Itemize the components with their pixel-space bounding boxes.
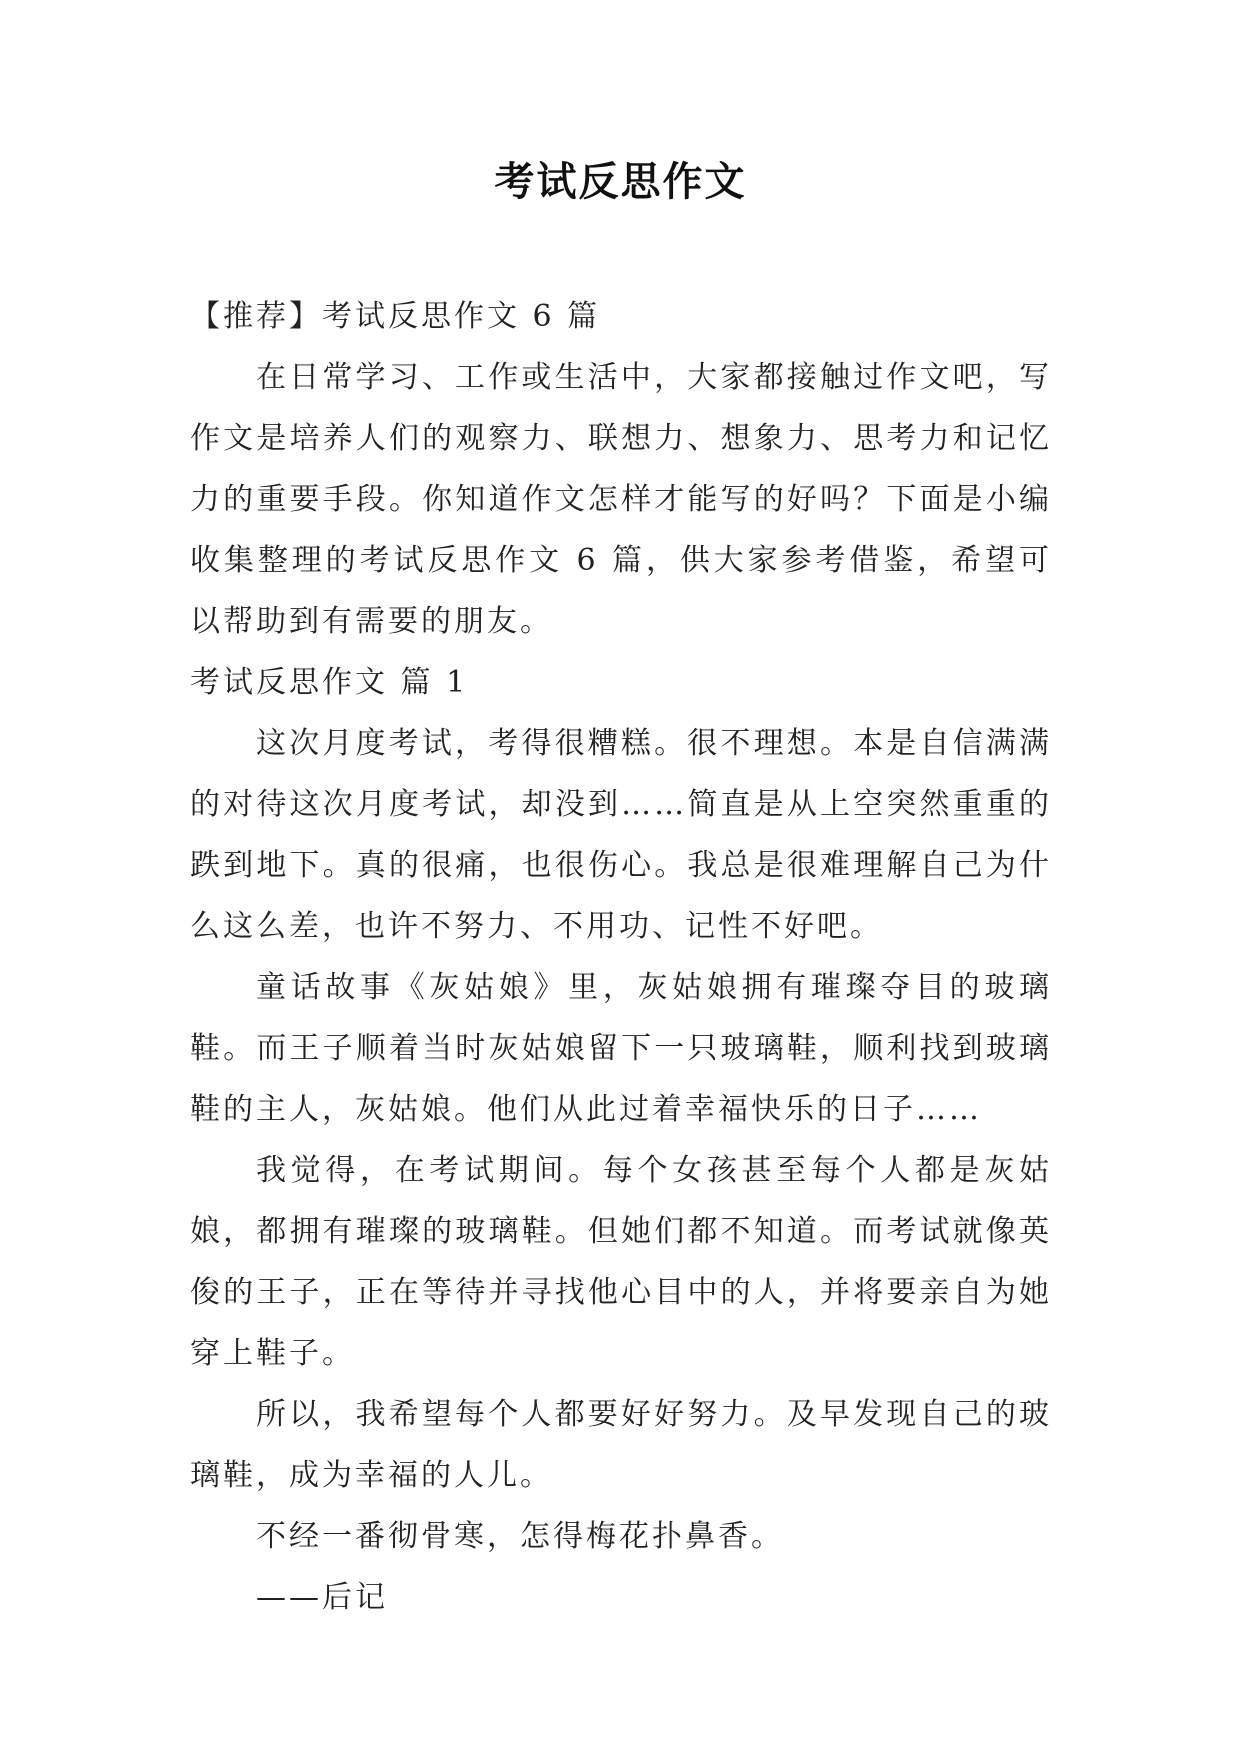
body-paragraph: 童话故事《灰姑娘》里，灰姑娘拥有璀璨夺目的玻璃鞋。而王子顺着当时灰姑娘留下一只玻璃鞋，顺利找到玻璃鞋的主人，灰姑娘。他们从此过着幸福快乐的日子……: [190, 970, 1052, 1127]
postscript-line: ——后记: [256, 1580, 388, 1615]
document-title: 考试反思作文: [494, 158, 747, 205]
section-heading: 考试反思作文 篇 1: [190, 665, 469, 700]
intro-line: 【推荐】考试反思作文 6 篇: [190, 299, 601, 334]
body-paragraph: 这次月度考试，考得很糟糕。很不理想。本是自信满满的对待这次月度考试，却没到……简直是从上空突然重重的跌到地下。真的很痛，也很伤心。我总是很难理解自己为什么这么差，也许不努力、不用功、记性不好吧。: [190, 726, 1052, 944]
body-paragraph: 所以，我希望每个人都要好好努力。及早发现自己的玻璃鞋，成为幸福的人儿。: [190, 1397, 1052, 1493]
intro-paragraph: 在日常学习、工作或生活中，大家都接触过作文吧，写作文是培养人们的观察力、联想力、想象力、思考力和记忆力的重要手段。你知道作文怎样才能写的好吗？下面是小编收集整理的考试反思作文 6 篇，供大家参考借鉴，希望可以帮助到有需要的朋友。: [190, 360, 1052, 639]
document-body: [190, 286, 1052, 1628]
body-paragraph: 我觉得，在考试期间。每个女孩甚至每个人都是灰姑娘，都拥有璀璨的玻璃鞋。但她们都不知道。而考试就像英俊的王子，正在等待并寻找他心目中的人，并将要亲自为她穿上鞋子。: [190, 1153, 1052, 1371]
quote-line: 不经一番彻骨寒，怎得梅花扑鼻香。: [256, 1519, 784, 1554]
